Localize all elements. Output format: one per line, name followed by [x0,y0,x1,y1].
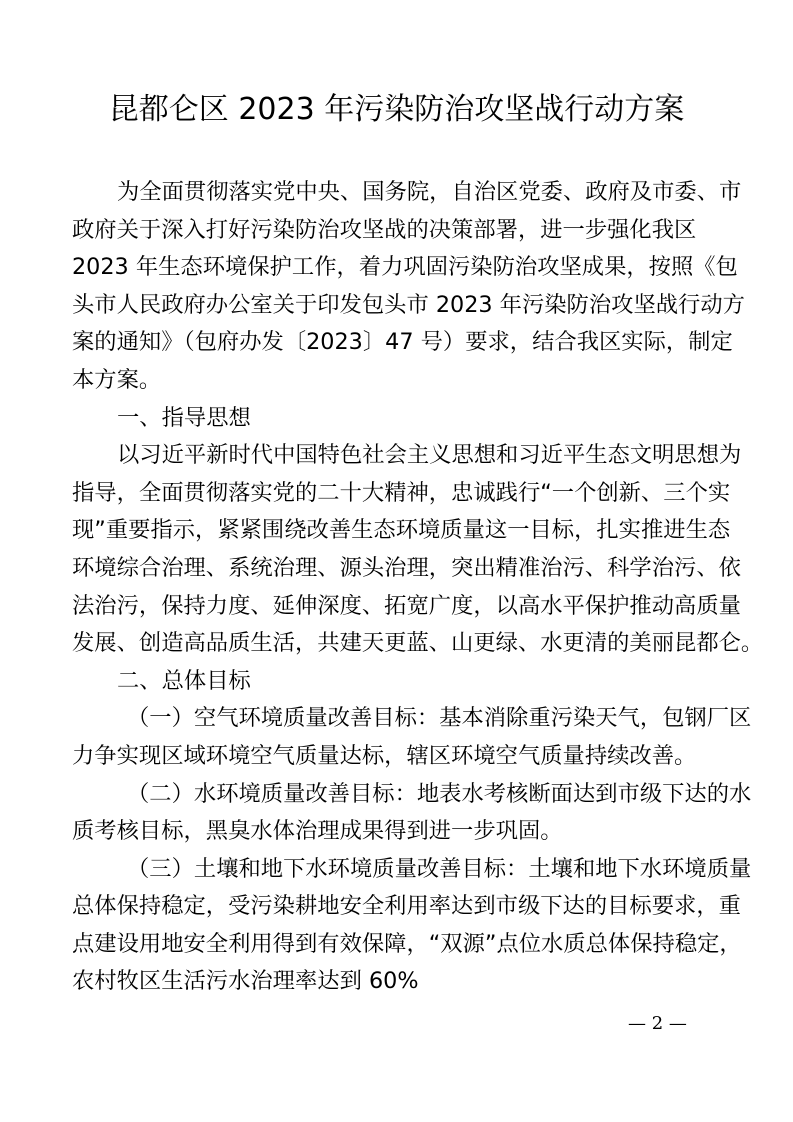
paragraph-line: 农村牧区生活污水治理率达到 60% [72,968,419,995]
paragraph-line: 发展、创造高品质生活，共建天更蓝、山更绿、水更清的美丽昆都仑。 [72,630,764,657]
paragraph-line: 2023 年生态环境保护工作，着力巩固污染防治攻坚成果，按照《包 [72,254,738,281]
paragraph-line: 为全面贯彻落实党中央、国务院，自治区党委、政府及市委、市 [117,179,742,205]
document-title: 昆都仑区 2023 年污染防治攻坚战行动方案 [108,92,685,127]
paragraph-line: 以习近平新时代中国特色社会主义思想和习近平生态文明思想为 [117,442,742,469]
paragraph-line: 指导，全面贯彻落实党的二十大精神，忠诚践行“一个创新、三个实 [72,479,731,506]
paragraph-line: 总体保持稳定，受污染耕地安全利用率达到市级下达的目标要求，重 [72,893,741,920]
paragraph-line: 力争实现区域环境空气质量达标，辖区环境空气质量持续改善。 [72,742,697,769]
paragraph-line: 法治污，保持力度、延伸深度、拓宽广度，以高水平保护推动高质量 [72,592,741,619]
paragraph-line: 案的通知》（包府办发〔2023〕47 号）要求，结合我区实际，制定 [72,329,733,356]
paragraph-line: 点建设用地安全利用得到有效保障，“双源”点位水质总体保持稳定， [72,930,742,957]
section-heading-guiding-ideology: 一、指导思想 [117,404,251,431]
paragraph-line: （一）空气环境质量改善目标：基本消除重污染天气，包钢厂区 [127,705,752,732]
page-number: — 2 — [628,1013,687,1034]
section-heading-overall-goals: 二、总体目标 [117,667,251,694]
paragraph-line: 环境综合治理、系统治理、源头治理，突出精准治污、科学治污、依 [72,554,741,581]
document-body [72,174,764,1001]
paragraph-line: （三）土壤和地下水环境质量改善目标：土壤和地下水环境质量 [127,855,752,882]
paragraph-line: 现”重要指示，紧紧围绕改善生态环境质量这一目标，扎实推进生态 [72,517,731,544]
paragraph-line: 质考核目标，黑臭水体治理成果得到进一步巩固。 [72,818,563,845]
paragraph-line: （二）水环境质量改善目标：地表水考核断面达到市级下达的水 [127,780,752,807]
paragraph-line: 政府关于深入打好污染防治攻坚战的决策部署，进一步强化我区 [72,216,697,243]
paragraph-line: 本方案。 [72,366,162,393]
paragraph-line: 头市人民政府办公室关于印发包头市 2023 年污染防治攻坚战行动方 [72,291,745,318]
